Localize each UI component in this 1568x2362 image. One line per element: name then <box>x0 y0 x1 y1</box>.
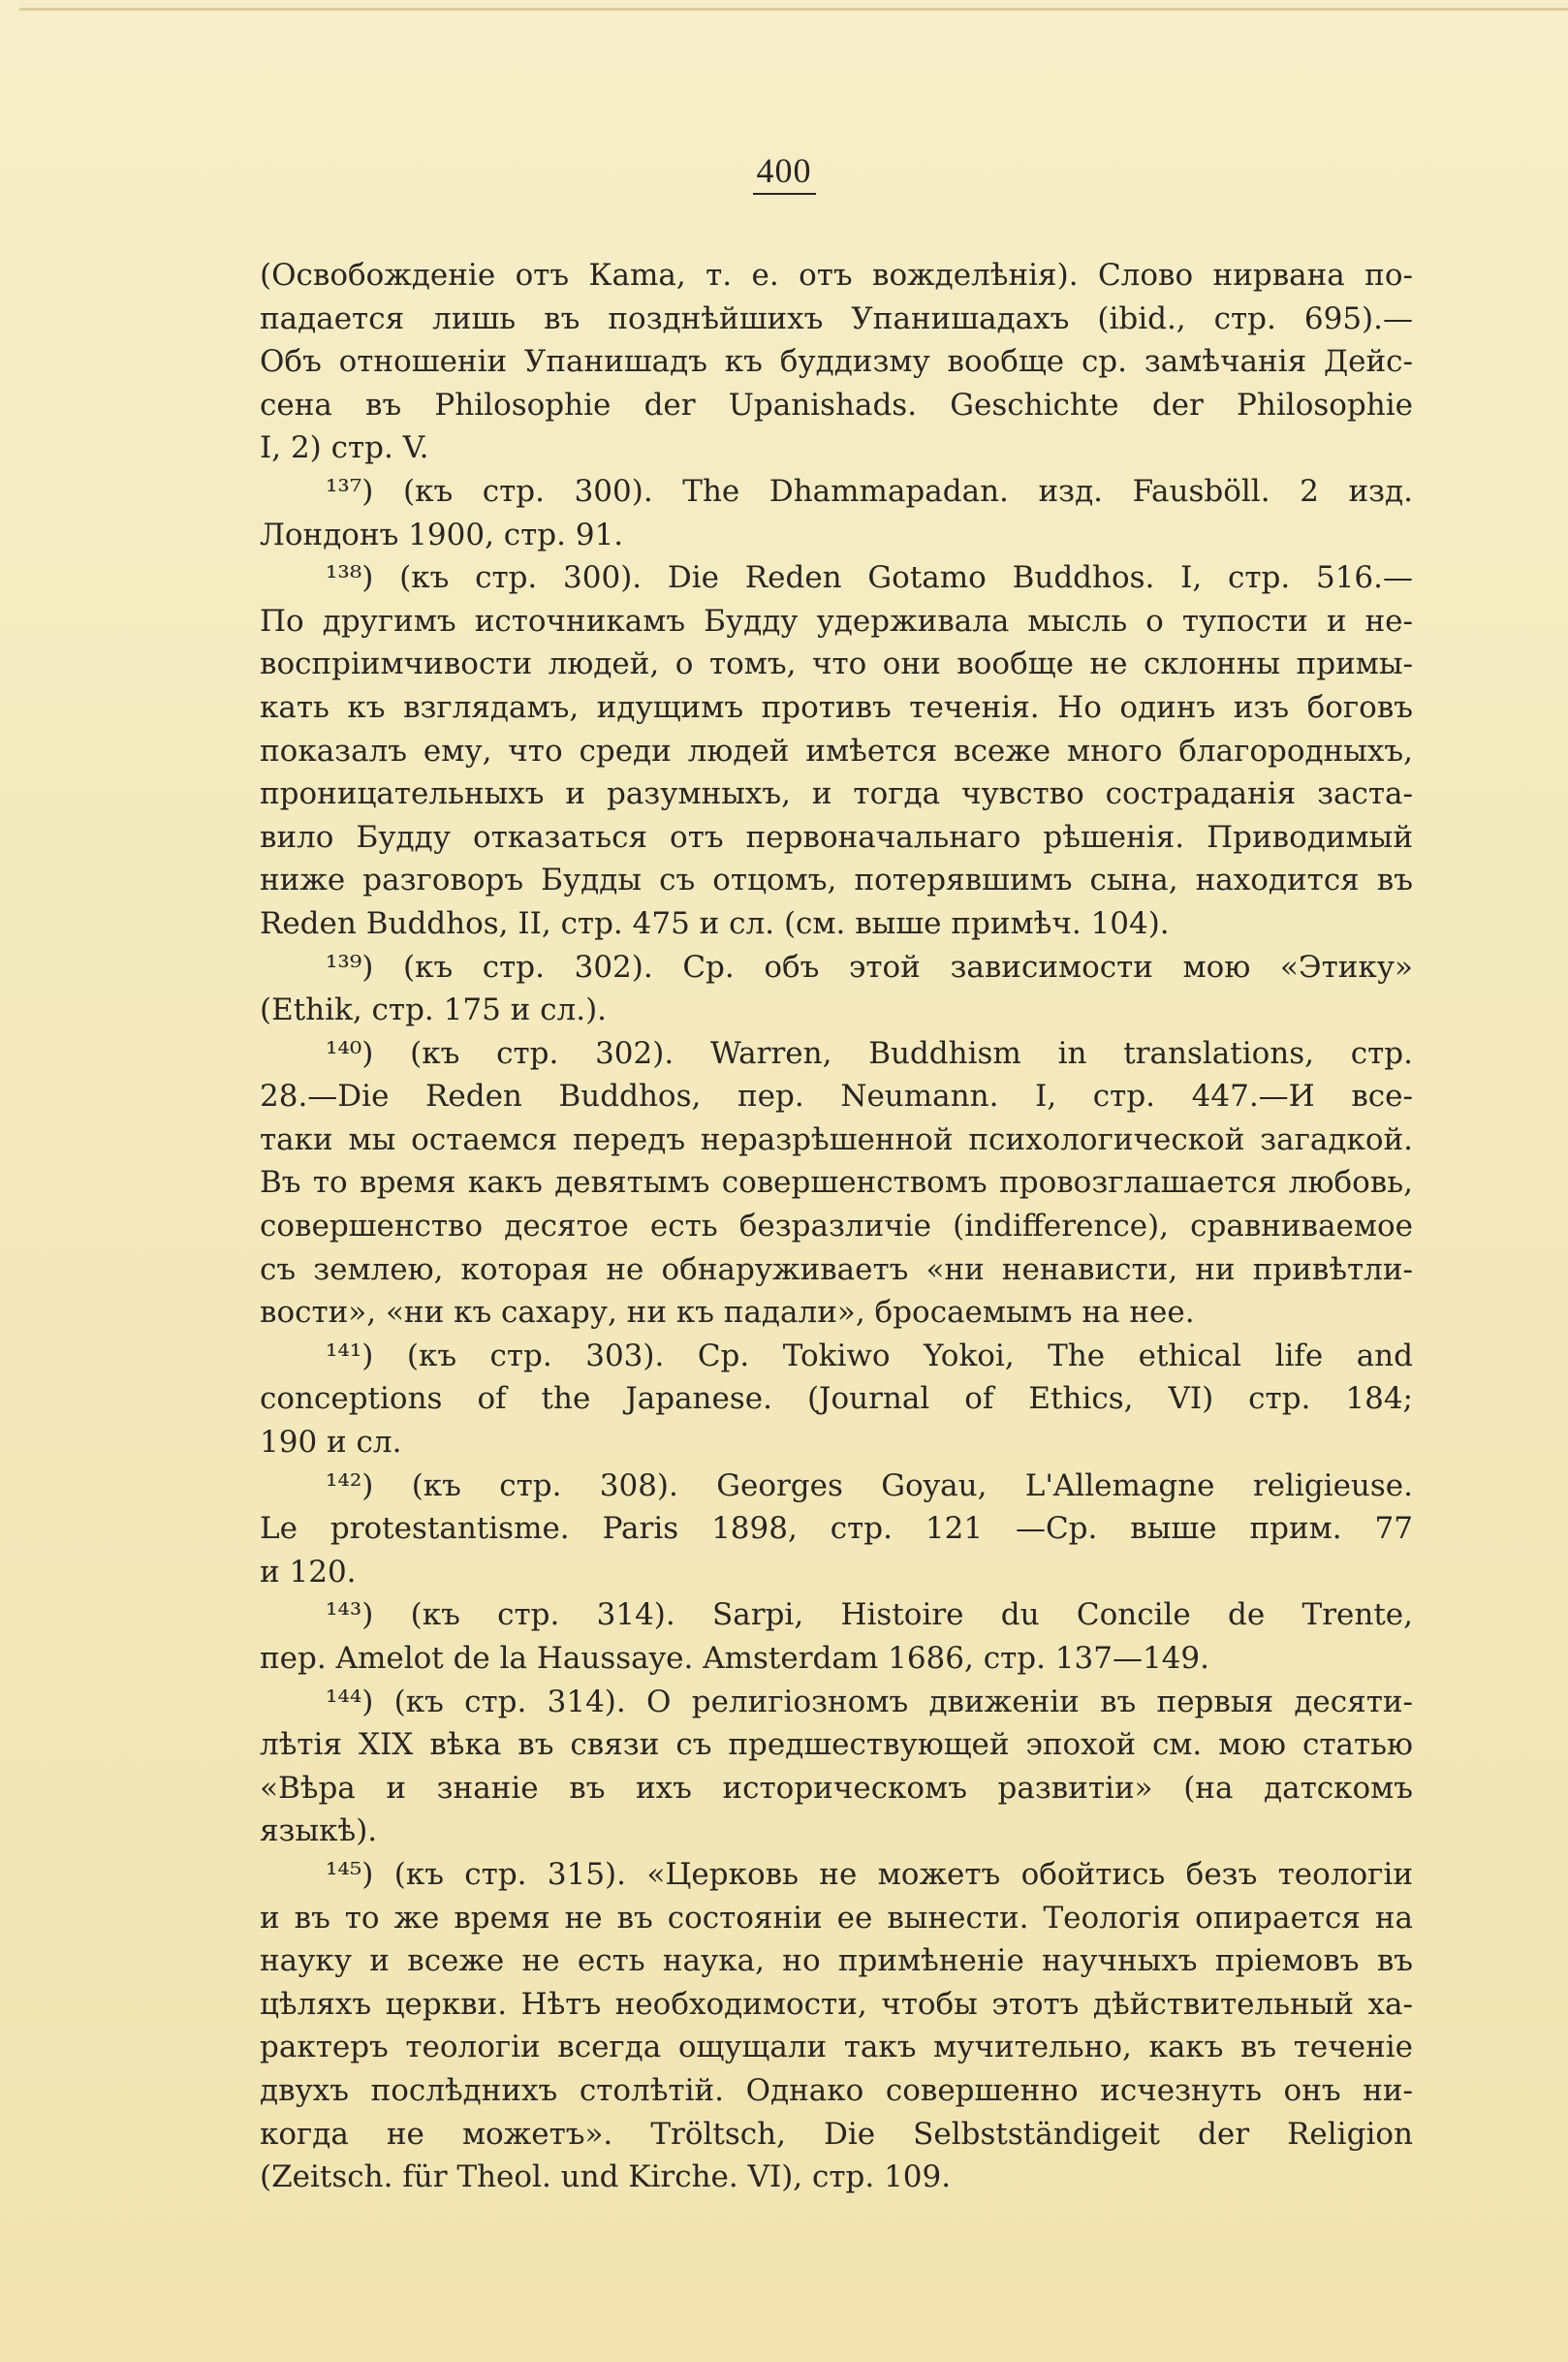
text-line: ¹³⁹) (къ стр. 302). Ср. объ этой зависимости мою «Этику» <box>326 949 1413 985</box>
text-line: воспріимчивости людей, о томъ, что они вообще не склонны примы- <box>260 646 1413 682</box>
text-line: кать къ взглядамъ, идущимъ противъ теченія. Но одинъ изъ боговъ <box>260 689 1413 725</box>
text-line: вости», «ни къ сахару, ни къ падали», бросаемымъ на нее. <box>260 1295 1195 1331</box>
text-line: Лондонъ 1900, стр. 91. <box>260 517 624 552</box>
text-line: (Освобожденіе отъ Кama, т. е. отъ вожделѣнія). Слово нирвана по- <box>260 258 1413 293</box>
text-line: ¹⁴²) (къ стр. 308). Georges Goyau, L'Allemagne religieuse. <box>326 1467 1413 1503</box>
page-number-text: 400 <box>753 150 816 195</box>
text-line: и 120. <box>260 1554 357 1590</box>
text-line: проницательныхъ и разумныхъ, и тогда чувство состраданія заста- <box>260 776 1413 812</box>
text-line: ниже разговоръ Будды съ отцомъ, потерявшимъ сына, находится въ <box>260 863 1413 898</box>
text-line: вило Будду отказаться отъ первоначальнаго рѣшенія. Приводимый <box>260 819 1413 855</box>
text-line: (Ethik, стр. 175 и сл.). <box>260 992 608 1028</box>
text-line: I, 2) стр. V. <box>260 430 429 466</box>
top-edge-rule <box>19 8 1568 11</box>
text-line: ¹⁴¹) (къ стр. 303). Ср. Tokiwo Yokoi, The ethical life and <box>326 1338 1413 1373</box>
text-line: лѣтія XIX вѣка въ связи съ предшествующей эпохой см. мою статью <box>260 1727 1413 1763</box>
text-line: двухъ послѣднихъ столѣтій. Однако совершенно исчезнуть онъ ни- <box>260 2072 1413 2108</box>
text-line: съ землею, которая не обнаруживаетъ «ни ненависти, ни привѣтли- <box>260 1251 1413 1287</box>
text-line: таки мы остаемся передъ неразрѣшенной психологической загадкой. <box>260 1121 1413 1157</box>
text-line: рактеръ теологіи всегда ощущали такъ мучительно, какъ въ теченіе <box>260 2030 1413 2065</box>
notes-text-block <box>260 254 1413 2199</box>
text-line: ¹³⁷) (къ стр. 300). The Dhammapadan. изд. Fausböll. 2 изд. <box>326 473 1413 509</box>
text-line: ¹⁴⁵) (къ стр. 315). «Церковь не можетъ обойтись безъ теологіи <box>326 1856 1413 1892</box>
text-line: conceptions of the Japanese. (Journal of Ethics, VI) стр. 184; <box>260 1381 1413 1417</box>
text-line: (Zeitsch. für Theol. und Kirche. VI), стр. 109. <box>260 2159 952 2195</box>
text-line: совершенство десятое есть безразличіе (indifference), сравниваемое <box>260 1209 1413 1244</box>
text-line: падается лишь въ позднѣйшихъ Упанишадахъ (ibid., стр. 695).— <box>260 300 1413 336</box>
text-line: языкѣ). <box>260 1813 378 1849</box>
text-line: когда не можетъ». Tröltsch, Die Selbstständigeit der Religion <box>260 2116 1413 2152</box>
page-number <box>0 150 1568 195</box>
text-line: цѣляхъ церкви. Нѣтъ необходимости, чтобы этотъ дѣйствительный ха- <box>260 1986 1413 2022</box>
text-line: «Вѣра и знаніе въ ихъ историческомъ развитіи» (на датскомъ <box>260 1770 1413 1806</box>
text-line: 28.—Die Reden Buddhos, пер. Neumann. I, стр. 447.—И все- <box>260 1079 1413 1115</box>
text-line: и въ то же время не въ состояніи ее вынести. Теологія опирается на <box>260 1900 1413 1936</box>
text-line: науку и всеже не есть наука, но примѣненіе научныхъ пріемовъ въ <box>260 1943 1413 1979</box>
text-line: пер. Amelot de la Haussaye. Amsterdam 1686, стр. 137—149. <box>260 1641 1209 1676</box>
text-line: ¹³⁸) (къ стр. 300). Die Reden Gotamo Buddhos. I, стр. 516.— <box>326 560 1413 596</box>
text-line: Объ отношеніи Упанишадъ къ буддизму вообще ср. замѣчанія Дейс- <box>260 344 1413 380</box>
text-line: Въ то время какъ девятымъ совершенствомъ провозглашается любовь, <box>260 1165 1413 1201</box>
text-line: ¹⁴³) (къ стр. 314). Sarpi, Histoire du Concile de Trente, <box>326 1597 1413 1633</box>
text-line: 190 и сл. <box>260 1425 402 1461</box>
text-line: сена въ Philosophie der Upanishads. Geschichte der Philosophie <box>260 387 1413 423</box>
text-line: По другимъ источникамъ Будду удерживала мысль о тупости и не- <box>260 603 1413 639</box>
text-line: Reden Buddhos, II, стр. 475 и сл. (см. выше примѣч. 104). <box>260 905 1170 941</box>
text-line: ¹⁴⁰) (къ стр. 302). Warren, Buddhism in translations, стр. <box>326 1035 1413 1071</box>
text-line: Le protestantisme. Paris 1898, стр. 121 —Ср. выше прим. 77 <box>260 1511 1413 1547</box>
text-line: ¹⁴⁴) (къ стр. 314). О религіозномъ движеніи въ первыя десяти- <box>326 1684 1413 1719</box>
text-line: показалъ ему, что среди людей имѣется всеже много благородныхъ, <box>260 733 1413 769</box>
